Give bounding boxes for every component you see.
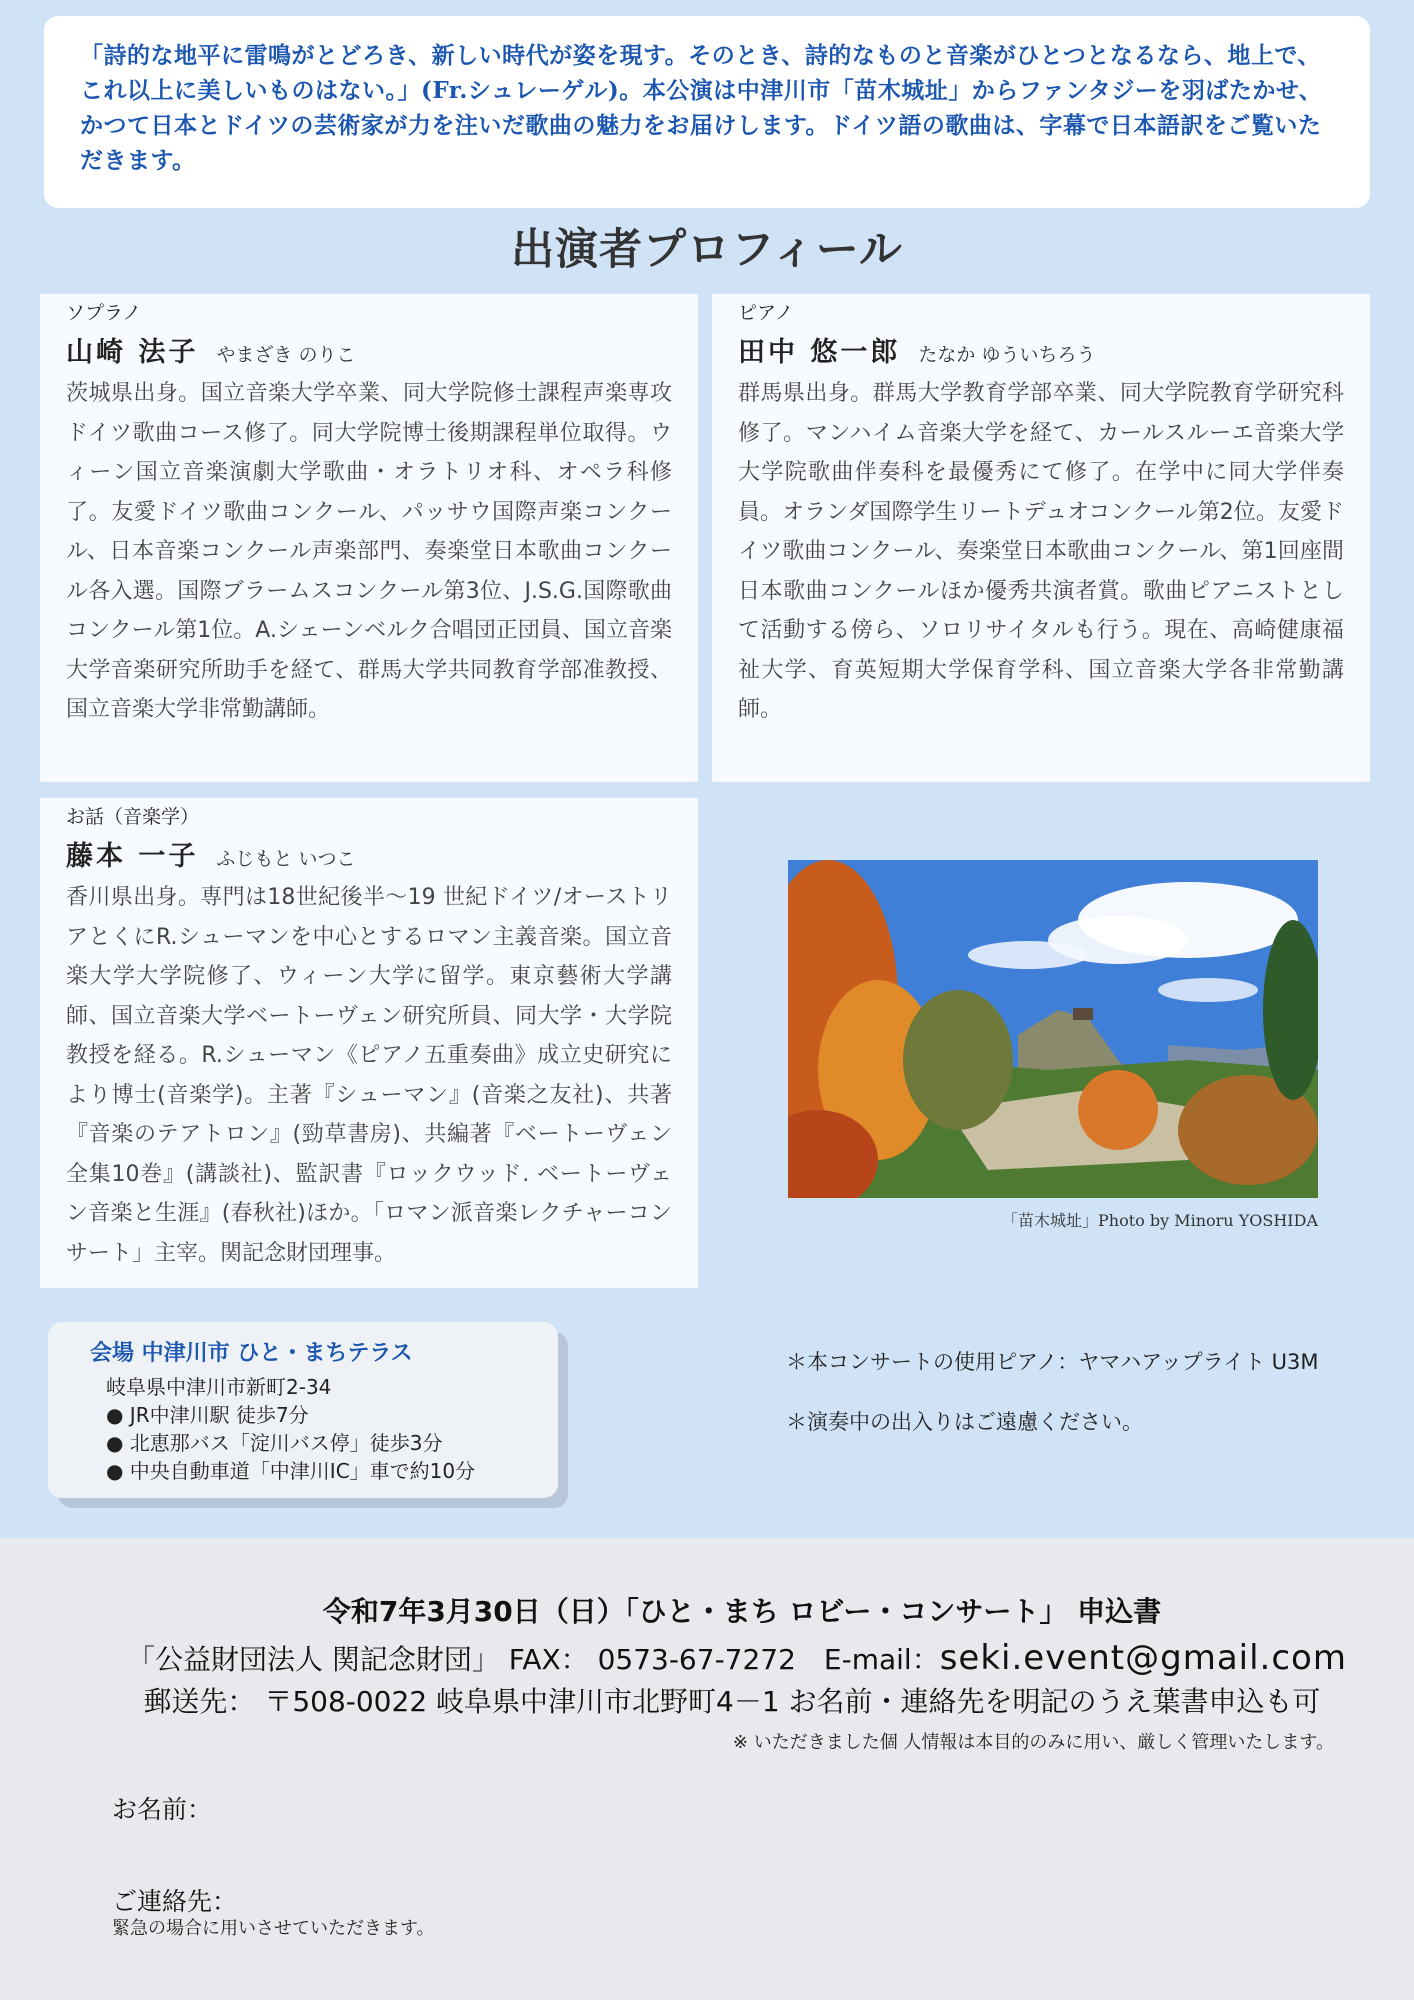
performer-kana: たなか ゆういちろう — [918, 344, 1096, 366]
performer-name: 藤本 一子 — [66, 841, 199, 872]
note-piano: ＊本コンサートの使用ピアノ：ヤマハアップライト U3M — [786, 1350, 1319, 1374]
privacy-note: ※ いただきました個 人情報は本目的のみに用い、厳しく管理いたします。 — [732, 1732, 1334, 1753]
landscape-illustration — [788, 860, 1318, 1198]
performer-card-musicology — [40, 798, 698, 1288]
photo-caption: 「苗木城址」Photo by Minoru YOSHIDA — [1002, 1211, 1318, 1230]
form-contact-line — [0, 1638, 1414, 1678]
venue-access-item: ● 中央自動車道「中津川IC」車で約10分 — [106, 1459, 476, 1483]
concert-notes — [786, 1346, 1319, 1438]
name-field-label: お名前： — [112, 1795, 213, 1824]
intro-text: 「詩的な地平に雷鳴がとどろき、新しい時代が姿を現す。そのとき、詩的なものと音楽がひとつとなるなら、地上で、これ以上に美しいものはない。」(Fr.シュレーゲル)。本公演は中津川市「苗木城址」からファンタジーを羽ばたかせ、かつて日本とドイツの芸術家が力を注いだ歌曲の魅力をお届けします。ドイツ語の歌曲は、字幕で日本語訳をご覧いただきます。 — [80, 42, 1323, 174]
form-mail-line: 郵送先： 〒508-0022 岐阜県中津川市北野町4－1 お名前・連絡先を明記のうえ葉書申込も可 — [143, 1685, 1321, 1718]
application-form — [0, 1538, 1414, 2000]
contact-field-label: ご連絡先： — [112, 1887, 238, 1916]
venue-access-item: ● JR中津川駅 徒歩7分 — [106, 1403, 309, 1427]
performer-kana: ふじもと いつこ — [216, 848, 356, 870]
performer-name: 田中 悠一郎 — [738, 337, 901, 368]
performer-bio: 群馬県出身。群馬大学教育学部卒業、同大学院教育学研究科修了。マンハイム音楽大学を経て、カールスルーエ音楽大学大学院歌曲伴奏科を最優秀にて修了。在学中に同大学伴奏員。オランダ国際学生リートデュオコンクール第2位。友愛ドイツ歌曲コンクール、奏楽堂日本歌曲コンクール、第1回座間日本歌曲コンクールほか優秀共演者賞。歌曲ピアニストとして活動する傍ら、ソロリサイタルも行う。現在、高崎健康福祉大学、育英短期大学保育学科、国立音楽大学各非常勤講師。 — [738, 381, 1344, 722]
intro-box — [44, 16, 1370, 208]
performer-kana: やまざき のりこ — [216, 344, 356, 366]
performer-role: ピアノ — [738, 302, 794, 324]
performer-card-soprano — [40, 294, 698, 782]
org-fax-text: 「公益財団法人 関記念財団」 FAX： 0573-67-7272 E-mail： — [127, 1643, 940, 1676]
note-entry: ＊演奏中の出入りはご遠慮ください。 — [786, 1410, 1143, 1434]
performer-role: お話（音楽学） — [66, 806, 200, 828]
email-address: seki.event@gmail.com — [939, 1638, 1347, 1678]
section-title: 出演者プロフィール — [511, 225, 903, 275]
castle-photo — [788, 860, 1318, 1198]
contact-field-note: 緊急の場合に用いさせていただきます。 — [112, 1918, 435, 1939]
venue-access-item: ● 北恵那バス「淀川バス停」徒歩3分 — [106, 1431, 443, 1455]
performer-card-piano — [712, 294, 1370, 782]
performer-bio: 香川県出身。専門は18世紀後半～19 世紀ドイツ/オーストリアとくにR.シューマンを中心とするロマン主義音楽。国立音楽大学大学院修了、ウィーン大学に留学。東京藝術大学講師、国立音楽大学ベートーヴェン研究所員、同大学・大学院教授を経る。R.シューマン《ピアノ五重奏曲》成立史研究により博士(音楽学)。主著『シューマン』(音楽之友社)、共著『音楽のテアトロン』(勁草書房)、共編著『ベートーヴェン全集10巻』(講談社)、監訳書『ロックウッド. ベートーヴェン音楽と生涯』(春秋社)ほか。「ロマン派音楽レクチャーコンサート」主宰。関記念財団理事。 — [66, 885, 672, 1266]
performer-bio: 茨城県出身。国立音楽大学卒業、同大学院修士課程声楽専攻ドイツ歌曲コース修了。同大学院博士後期課程単位取得。ウィーン国立音楽演劇大学歌曲・オラトリオ科、オペラ科修了。友愛ドイツ歌曲コンクール、パッサウ国際声楽コンクール、日本音楽コンクール声楽部門、奏楽堂日本歌曲コンクール各入選。国際ブラームスコンクール第3位、J.S.G.国際歌曲コンクール第1位。A.シェーンベルク合唱団正団員、国立音楽大学音楽研究所助手を経て、群馬大学共同教育学部准教授、国立音楽大学非常勤講師。 — [66, 381, 672, 722]
venue-title: 会場 中津川市 ひと・まちテラス — [90, 1341, 413, 1366]
venue-address: 岐阜県中津川市新町2-34 — [106, 1375, 332, 1399]
venue-box — [48, 1322, 558, 1498]
form-title: 令和7年3月30日（日）「ひと・まち ロビー・コンサート」 申込書 — [322, 1595, 1162, 1628]
performer-name: 山崎 法子 — [66, 337, 199, 368]
performer-role: ソプラノ — [66, 302, 142, 324]
